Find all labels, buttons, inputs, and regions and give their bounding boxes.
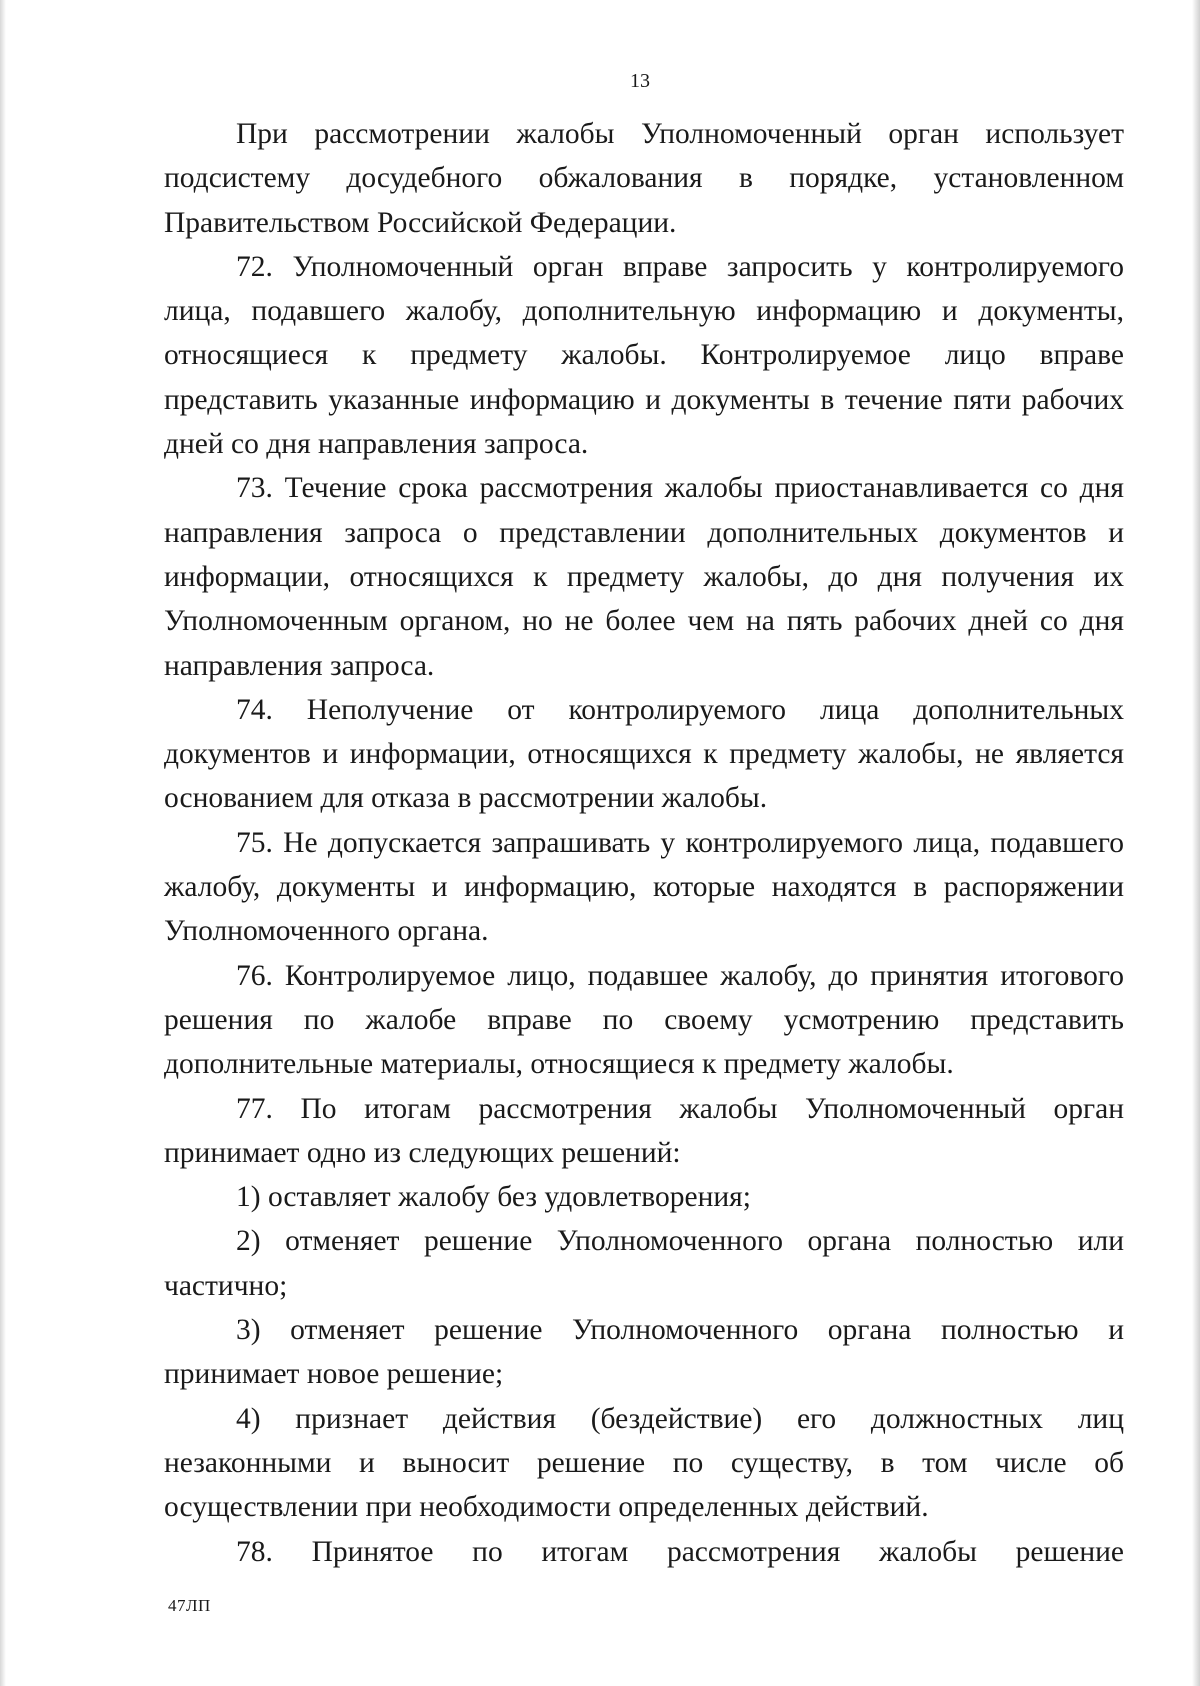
document-body	[164, 112, 1124, 1574]
paragraph-75: 75. Не допускается запрашивать у контролируемого лица, подавшего жалобу, документы и информацию, которые находятся в распоряжении Уполномоченного органа.	[164, 826, 1124, 948]
paragraph-77: 77. По итогам рассмотрения жалобы Уполномоченный орган принимает одно из следующих решений:	[164, 1092, 1124, 1169]
page-number: 13	[630, 70, 650, 92]
paragraph-78: 78. Принятое по итогам рассмотрения жалобы решение	[236, 1535, 1124, 1568]
list-item-3: 3) отменяет решение Уполномоченного органа полностью и принимает новое решение;	[164, 1314, 1124, 1391]
paragraph-73: 73. Течение срока рассмотрения жалобы приостанавливается со дня направления запроса о представлении дополнительных документов и информации, относящихся к предмету жалобы, до дня получения их Уполномоченным органом, но не более чем на пять рабочих дней со дня направления запроса.	[164, 472, 1124, 682]
document-code: 47ЛП	[168, 1596, 211, 1615]
paragraph-72: 72. Уполномоченный орган вправе запросить у контролируемого лица, подавшего жалобу, дополнительную информацию и документы, относящиеся к предмету жалобы. Контролируемое лицо вправе представить указанные информацию и документы в течение пяти рабочих дней со дня направления запроса.	[164, 250, 1124, 461]
list-item-2: 2) отменяет решение Уполномоченного органа полностью или частично;	[164, 1225, 1124, 1302]
paragraph-76: 76. Контролируемое лицо, подавшее жалобу, до принятия итогового решения по жалобе вправе по своему усмотрению представить дополнительные материалы, относящиеся к предмету жалобы.	[164, 959, 1124, 1081]
scan-edge-right	[1192, 0, 1200, 1686]
paragraph-intro: При рассмотрении жалобы Уполномоченный орган использует подсистему досудебного обжалования в порядке, установленном Правительством Российской Федерации.	[164, 118, 1124, 239]
list-item-4: 4) признает действия (бездействие) его должностных лиц незаконными и выносит решение по существу, в том числе об осуществлении при необходимости определенных действий.	[164, 1402, 1124, 1524]
scan-edge-left	[0, 0, 6, 1686]
paragraph-74: 74. Неполучение от контролируемого лица дополнительных документов и информации, относящихся к предмету жалобы, не является основанием для отказа в рассмотрении жалобы.	[164, 693, 1124, 815]
list-item-1: 1) оставляет жалобу без удовлетворения;	[236, 1181, 751, 1214]
